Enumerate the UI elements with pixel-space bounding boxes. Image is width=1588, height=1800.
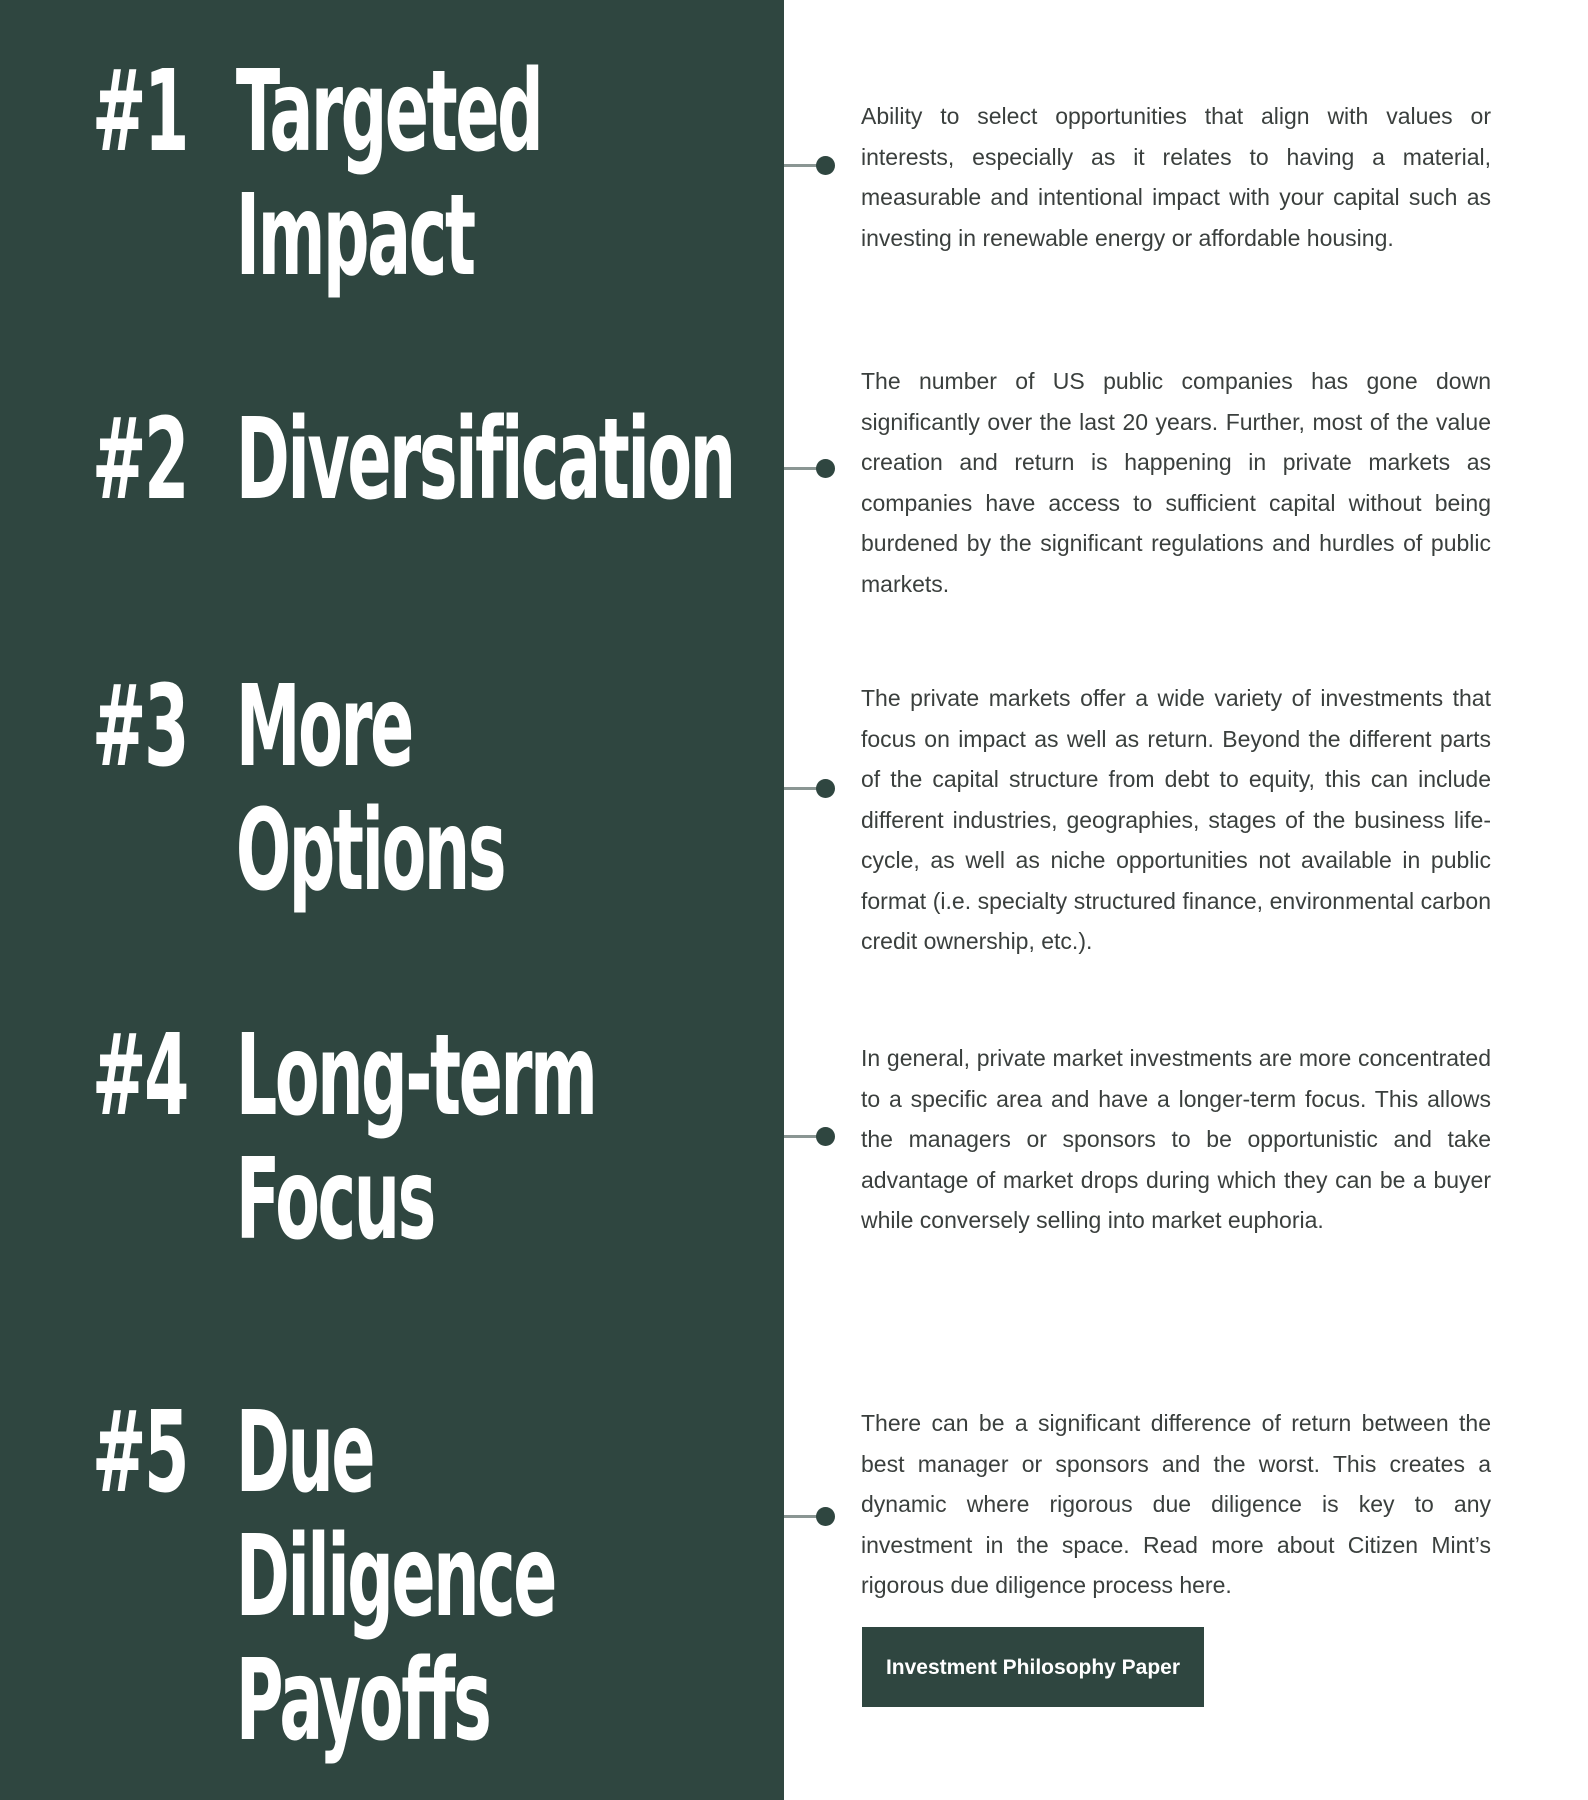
heading-more-options bbox=[92, 662, 505, 916]
description-long-term-focus: In general, private market investments are more concentrated to a specific area and have a longer-term focus. This allows the managers or sponsors to be opportunistic and take advantage of market drops during which they can be a buyer while conversely selling into market euphoria. bbox=[861, 1045, 1491, 1233]
connector-2 bbox=[784, 467, 828, 470]
heading-number: #1 bbox=[92, 47, 187, 177]
connector-5 bbox=[784, 1515, 828, 1518]
heading-title-line: Long-term bbox=[235, 1011, 596, 1141]
description-diversification: The number of US public companies has gone down significantly over the last 20 years. Further, most of the value creation and return is happening in private markets as companies have access to sufficient capital without being burdened by the significant regulations and hurdles of public markets. bbox=[861, 368, 1491, 597]
heading-due-diligence-payoffs bbox=[92, 1388, 556, 1766]
connector-dot bbox=[816, 459, 835, 478]
heading-title bbox=[235, 662, 505, 916]
heading-title-line: Focus bbox=[235, 1135, 435, 1265]
investment-philosophy-paper-button[interactable]: Investment Philosophy Paper bbox=[862, 1627, 1204, 1707]
connector-dot bbox=[816, 779, 835, 798]
connector-4 bbox=[784, 1135, 828, 1138]
connector-dot bbox=[816, 156, 835, 175]
heading-title-line: More bbox=[235, 662, 412, 792]
heading-title-line: Diligence bbox=[235, 1512, 556, 1642]
heading-title-line: Options bbox=[235, 786, 505, 916]
connector-3 bbox=[784, 787, 828, 790]
heading-title bbox=[235, 1011, 596, 1265]
heading-number: #3 bbox=[92, 662, 187, 792]
heading-diversification bbox=[92, 395, 734, 525]
heading-number: #5 bbox=[92, 1388, 187, 1518]
connector-1 bbox=[784, 164, 828, 167]
heading-long-term-focus bbox=[92, 1011, 596, 1265]
connector-dot bbox=[816, 1507, 835, 1526]
connector-dot bbox=[816, 1127, 835, 1146]
heading-title-line: Payoffs bbox=[235, 1636, 490, 1766]
heading-title bbox=[235, 47, 542, 301]
heading-title-line: Targeted bbox=[235, 47, 542, 177]
heading-title bbox=[235, 395, 734, 525]
heading-title-line: Due bbox=[235, 1388, 374, 1518]
heading-number: #2 bbox=[92, 395, 187, 525]
description-due-diligence-payoffs: There can be a significant difference of return between the best manager or sponsors and the worst. This creates a dynamic where rigorous due diligence is key to any investment in the space. Read more about Citizen Mint’s rigorous due diligence process here. bbox=[861, 1410, 1491, 1598]
heading-title bbox=[235, 1388, 556, 1766]
heading-title-line: Diversification bbox=[235, 395, 734, 525]
description-targeted-impact: Ability to select opportunities that align with values or interests, especially as it relates to having a material, measurable and intentional impact with your capital such as investing in renewable energy or affordable housing. bbox=[861, 103, 1491, 251]
description-more-options: The private markets offer a wide variety of investments that focus on impact as well as return. Beyond the different parts of the capital structure from debt to equity, this can include different industries, geographies, stages of the business life-cycle, as well as niche opportunities not available in public format (i.e. specialty structured finance, environmental carbon credit ownership, etc.). bbox=[861, 685, 1491, 954]
heading-number: #4 bbox=[92, 1011, 187, 1141]
heading-targeted-impact bbox=[92, 47, 542, 301]
heading-title-line: Impact bbox=[235, 171, 474, 301]
